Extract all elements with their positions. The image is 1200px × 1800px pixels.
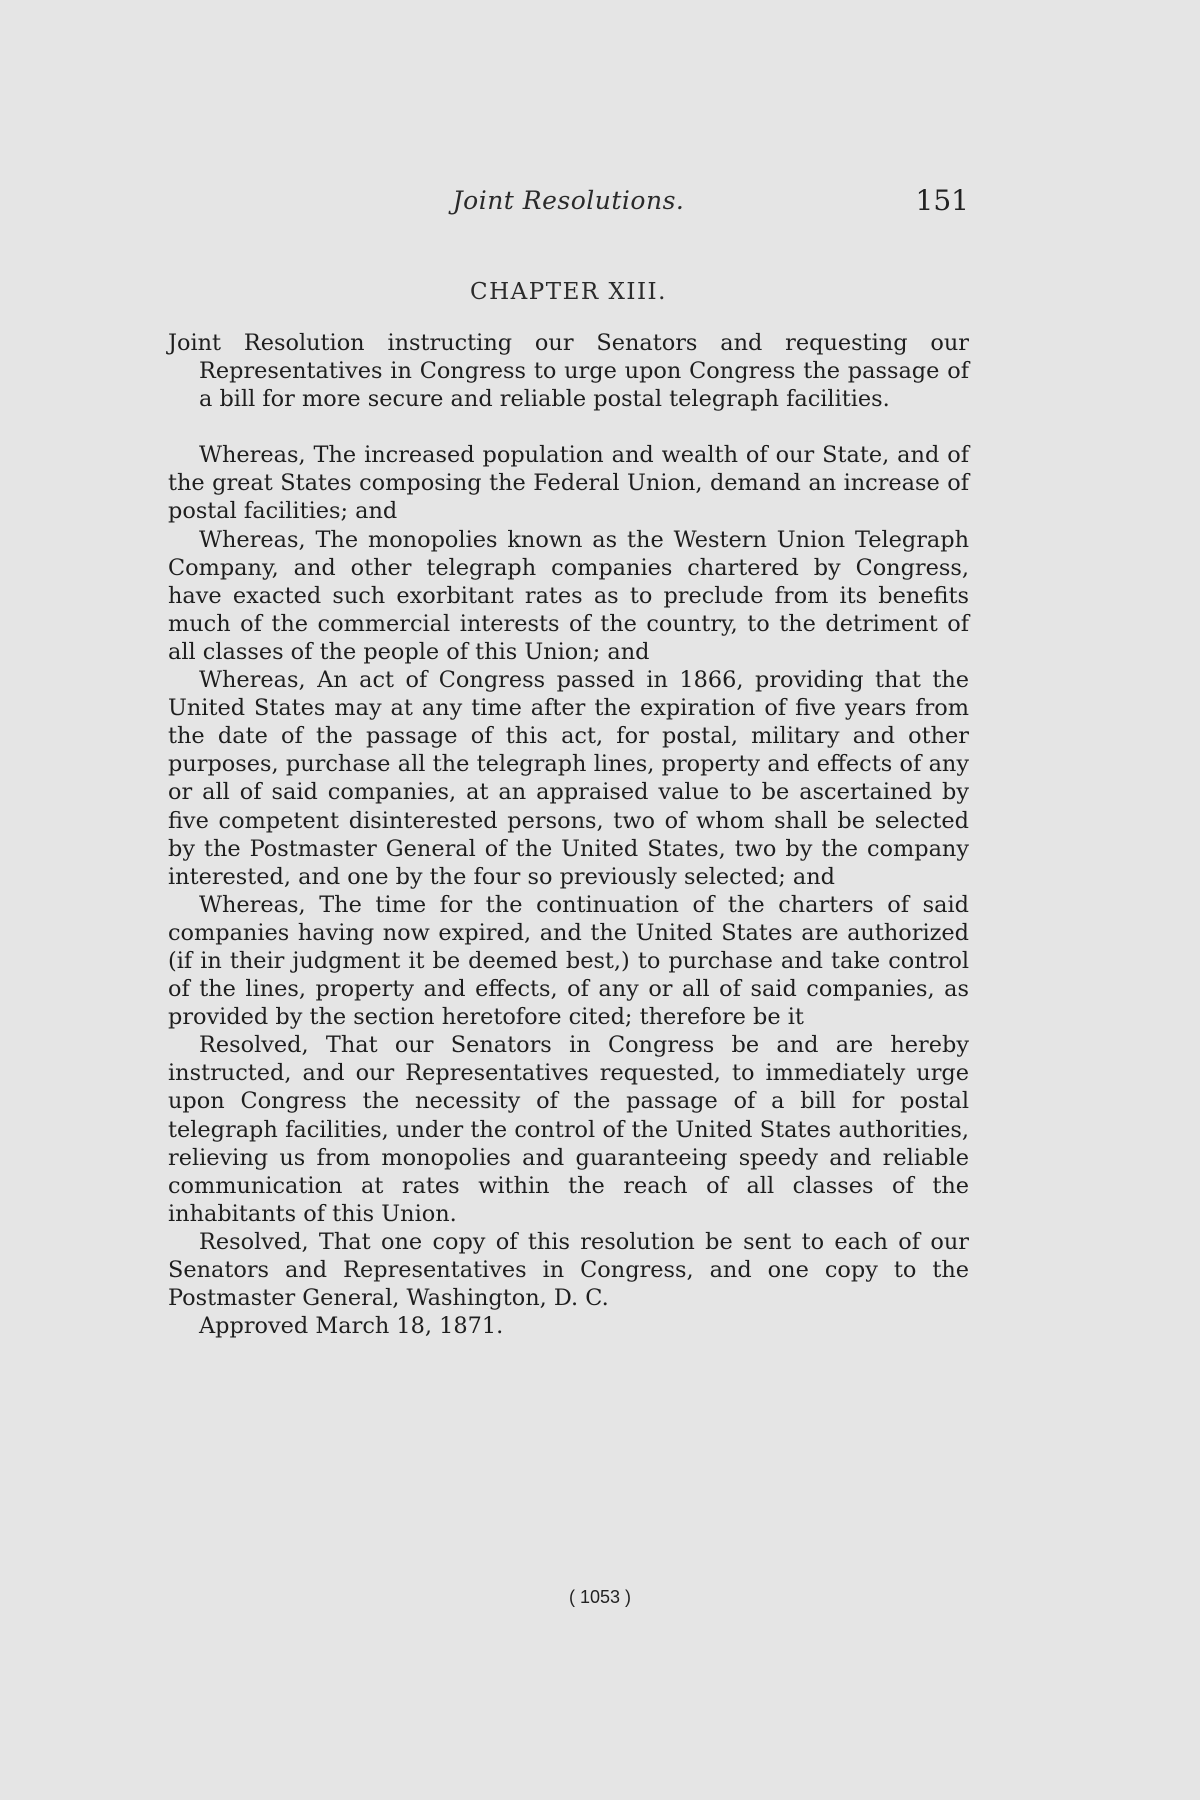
running-title: Joint Resolutions. bbox=[452, 186, 685, 215]
whereas-paragraph-4: Whereas, The time for the continuation of the charters of said companies having now expired, and the United States are authorized (if in their judgment it be deemed best,) to purchase and take control of the lines, property and effects, of any or all of said companies, as provided by the section heretofore cited; therefore be it bbox=[168, 891, 969, 1031]
approval-line: Approved March 18, 1871. bbox=[199, 1313, 504, 1340]
running-head bbox=[168, 186, 969, 226]
folio-number: ( 1053 ) bbox=[568, 1587, 632, 1607]
whereas-paragraph-1: Whereas, The increased population and wealth of our State, and of the great States composing the Federal Union, demand an increase of postal facilities; and bbox=[168, 442, 969, 525]
whereas-paragraph-3: Whereas, An act of Congress passed in 1866, providing that the United States may at any time after the expiration of five years from the date of the passage of this act, for postal, military and other purposes, purchase all the telegraph lines, property and effects of any or all of said companies, at an appraised value to be ascertained by five competent disinterested persons, two of whom shall be selected by the Postmaster General of the United States, two by the company interested, and one by the four so previously selected; and bbox=[168, 667, 969, 890]
resolution-body bbox=[168, 329, 969, 1340]
chapter-heading: CHAPTER XIII. bbox=[470, 279, 667, 305]
whereas-paragraph-2: Whereas, The monopolies known as the Western Union Telegraph Company, and other telegraph companies chartered by Congress, have exacted such exorbitant rates as to preclude from its benefits much of the commercial interests of the country, to the detriment of all classes of the people of this Union; and bbox=[168, 526, 969, 665]
page-number: 151 bbox=[915, 184, 969, 217]
resolved-paragraph-1: Resolved, That our Senators in Congress be and are hereby instructed, and our Representatives requested, to immediately urge upon Congress the necessity of the passage of a bill for postal telegraph facilities, under the control of the United States authorities, relieving us from monopolies and guaranteeing speedy and reliable communication at rates within the reach of all classes of the inhabitants of this Union. bbox=[168, 1032, 969, 1227]
resolution-title: Joint Resolution instructing our Senators and requesting our Representatives in Congress to urge upon Congress the passage of a bill for more secure and reliable postal telegraph facilities. bbox=[168, 330, 969, 413]
resolved-paragraph-2: Resolved, That one copy of this resolution be sent to each of our Senators and Representatives in Congress, and one copy to the Postmaster General, Washington, D. C. bbox=[168, 1228, 969, 1312]
